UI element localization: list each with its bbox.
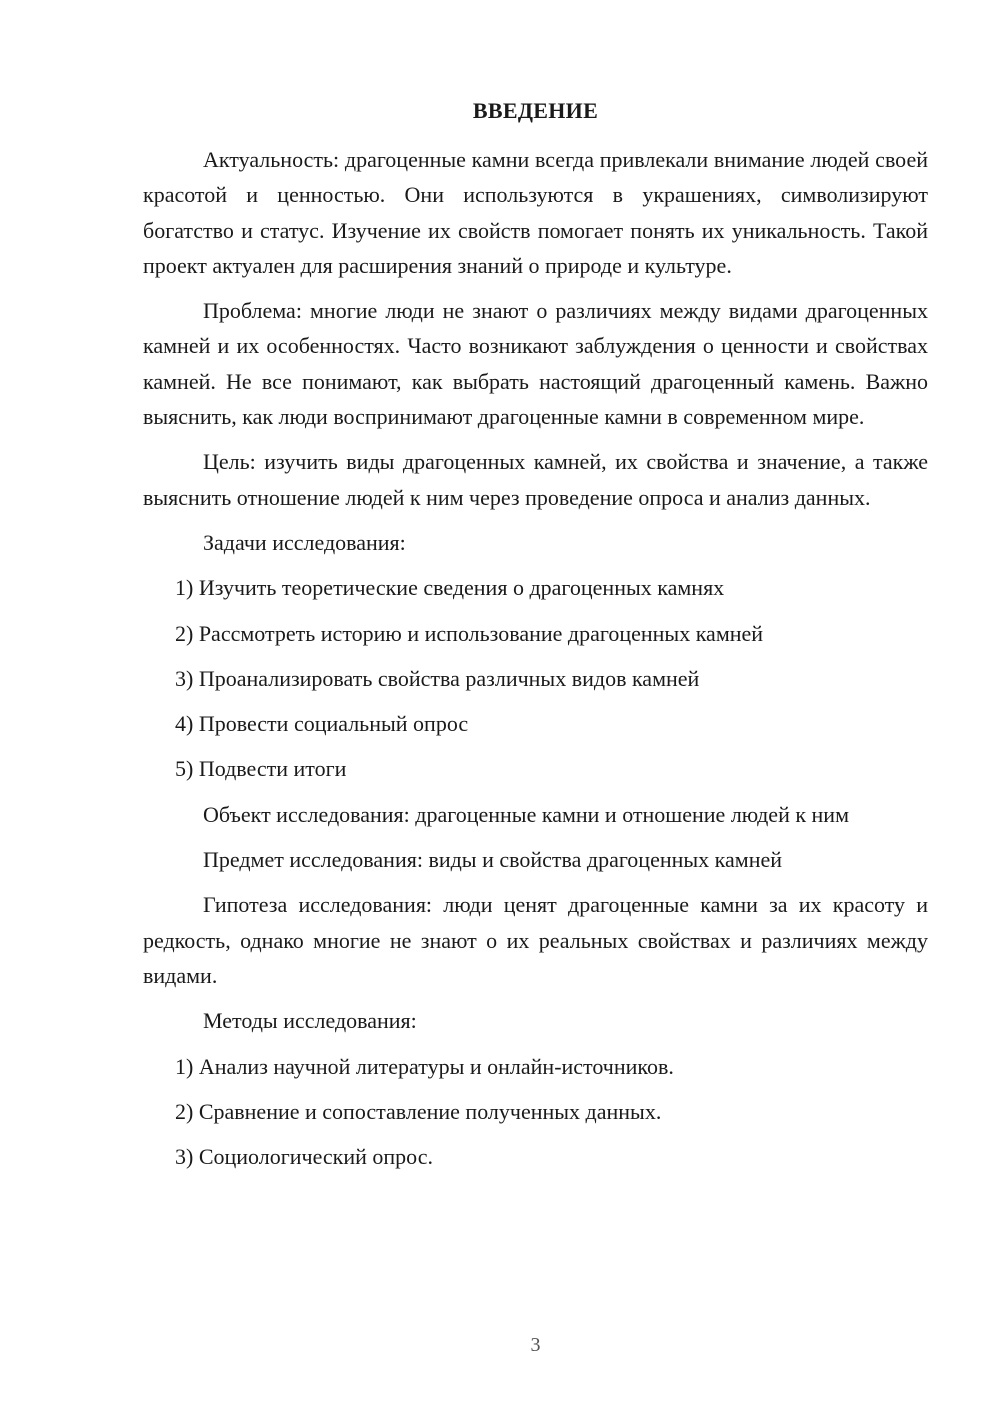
list-item: 2) Рассмотреть историю и использование драгоценных камней bbox=[175, 620, 764, 646]
list-item: 3) Проанализировать свойства различных видов камней bbox=[175, 665, 700, 691]
methods-list bbox=[143, 1049, 928, 1175]
document-page bbox=[143, 0, 928, 1414]
problem-paragraph: Проблема: многие люди не знают о различиях между видами драгоценных камней и их особенностях. Часто возникают заблуждения о ценности и свойствах камней. Не все понимают, как выбрать настоящий драгоценный камень. Важно выяснить, как люди воспринимают драгоценные камни в современном мире. bbox=[143, 298, 928, 430]
list-item: 1) Изучить теоретические сведения о драгоценных камнях bbox=[175, 575, 725, 601]
goal-paragraph: Цель: изучить виды драгоценных камней, их свойства и значение, а также выяснить отношение людей к ним через проведение опроса и анализ данных. bbox=[143, 449, 928, 510]
document-body bbox=[143, 142, 928, 1184]
tasks-heading: Задачи исследования: bbox=[203, 529, 406, 555]
list-item: 2) Сравнение и сопоставление полученных данных. bbox=[175, 1098, 662, 1124]
relevance-paragraph: Актуальность: драгоценные камни всегда привлекали внимание людей своей красотой и ценностью. Они используются в украшениях, символизируют богатство и статус. Изучение их свойств помогает понять их уникальность. Такой проект актуален для расширения знаний о природе и культуре. bbox=[143, 147, 928, 278]
page-number: 3 bbox=[530, 1334, 541, 1356]
list-item: 4) Провести социальный опрос bbox=[175, 711, 469, 737]
list-item: 3) Социологический опрос. bbox=[175, 1144, 433, 1170]
subject-paragraph: Предмет исследования: виды и свойства драгоценных камней bbox=[203, 847, 783, 873]
page-title: ВВЕДЕНИЕ bbox=[472, 98, 599, 123]
methods-heading: Методы исследования: bbox=[203, 1008, 417, 1034]
list-item: 1) Анализ научной литературы и онлайн-источников. bbox=[175, 1053, 674, 1079]
hypothesis-paragraph: Гипотеза исследования: люди ценят драгоценные камни за их красоту и редкость, однако многие не знают о их реальных свойствах и различиях между видами. bbox=[143, 892, 928, 988]
list-item: 5) Подвести итоги bbox=[175, 756, 347, 782]
object-paragraph: Объект исследования: драгоценные камни и отношение людей к ним bbox=[203, 801, 850, 827]
tasks-list bbox=[143, 570, 928, 786]
